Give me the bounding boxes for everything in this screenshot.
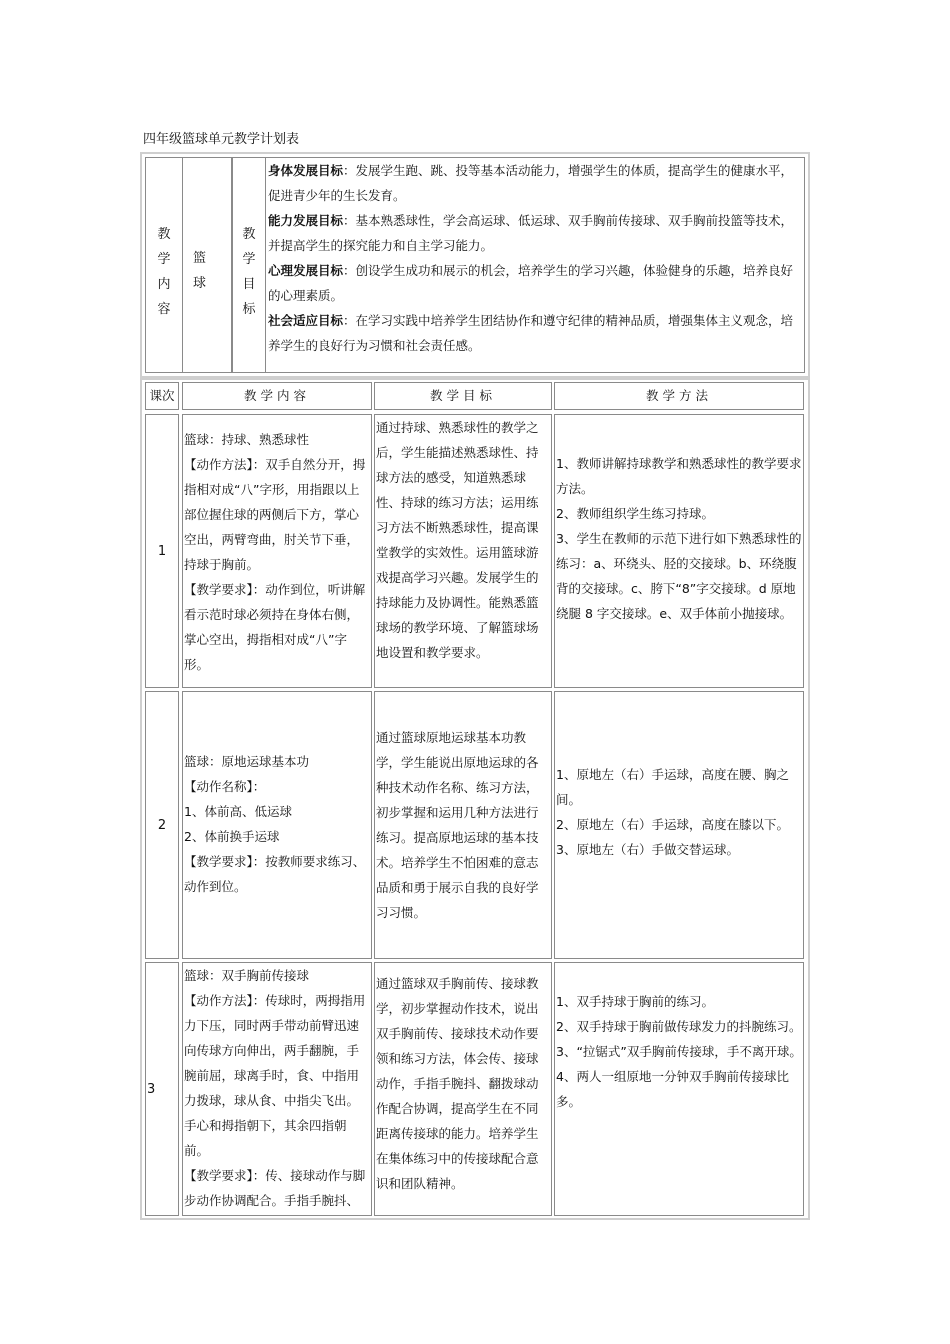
lesson-3-method: 1、双手持球于胸前的练习。 2、双手持球于胸前做传球发力的抖腕练习。 3、“拉锯式”双手胸前传接球，手不离开球。 4、两人一组原地一分钟双手胸前传接球比多。: [554, 962, 804, 1216]
lesson-2-method: 1、原地左（右）手运球，高度在腰、胸之间。 2、原地左（右）手运球，高度在膝以下。 3、原地左（右）手做交替运球。: [554, 691, 804, 959]
header-goal: 教学目标: [374, 382, 552, 410]
goal-physical: 身体发展目标：发展学生跑、跳、投等基本活动能力，增强学生的体质，提高学生的健康水平，促进青少年的生长发育。: [268, 163, 794, 203]
content-label: 教学内容: [157, 227, 171, 317]
lesson-1-number: 1: [145, 414, 179, 688]
content-value-cell: [183, 158, 232, 372]
content-label-cell: [146, 158, 183, 372]
goal-psychology: 心理发展目标：创设学生成功和展示的机会，培养学生的学习兴趣，体验健身的乐趣，培养良好的心理素质。: [268, 263, 794, 303]
lesson-2-number: 2: [145, 691, 179, 959]
goal-label: 教学目标: [242, 227, 256, 317]
header-method: 教学方法: [554, 382, 804, 410]
lesson-2-goal: 通过篮球原地运球基本功教学，学生能说出原地运球的各种技术动作名称、练习方法，初步掌握和运用几种方法进行练习。提高原地运球的基本技术。培养学生不怕困难的意志品质和勇于展示自我的良好学习习惯。: [374, 691, 552, 959]
lesson-1-content: 篮球：持球、熟悉球性 【动作方法】：双手自然分开，拇指相对成“八”字形，用指跟以上部位握住球的两侧后下方，掌心空出，两臂弯曲，肘关节下垂，持球于胸前。 【教学要求】：动作到位，听讲解看示范时球必须持在身体右侧，掌心空出，拇指相对成“八”字形。: [182, 414, 372, 688]
content-value: 篮球: [193, 251, 207, 291]
goal-label-cell: [232, 158, 266, 372]
lesson-3-number: 3: [145, 962, 179, 1216]
header-content: 教学内容: [182, 382, 372, 410]
lesson-1-method: 1、教师讲解持球教学和熟悉球性的教学要求方法。 2、教师组织学生练习持球。 3、学生在教师的示范下进行如下熟悉球性的练习：a、环绕头、胫的交接球。b、环绕腹背的交接球。c、胯下“8”字交接球。d 原地绕腿 8 字交接球。e、双手体前小抛接球。: [554, 414, 804, 688]
objectives-table: [140, 152, 810, 378]
lesson-3-goal: 通过篮球双手胸前传、接球教学，初步掌握动作技术，说出双手胸前传、接球技术动作要领和练习方法，体会传、接球动作，手指手腕抖、翻拨球动作配合协调，提高学生在不同距离传接球的能力。培养学生在集体练习中的传接球配合意识和团队精神。: [374, 962, 552, 1216]
goals-list: [266, 158, 804, 372]
lesson-3-content: 篮球：双手胸前传接球 【动作方法】：传球时，两拇指用力下压，同时两手带动前臂迅速向传球方向伸出，两手翻腕，手腕前屈，球离手时，食、中指用力拨球，球从食、中指尖飞出。手心和拇指朝下，其余四指朝前。 【教学要求】：传、接球动作与脚步动作协调配合。手指手腕抖、: [182, 962, 372, 1216]
header-lesson: 课次: [145, 382, 179, 410]
document-title: 四年级篮球单元教学计划表: [143, 132, 300, 147]
lesson-2-content: 篮球：原地运球基本功 【动作名称】： 1、体前高、低运球 2、体前换手运球 【教学要求】：按教师要求练习、动作到位。: [182, 691, 372, 959]
goal-social: 社会适应目标：在学习实践中培养学生团结协作和遵守纪律的精神品质，增强集体主义观念，培养学生的良好行为习惯和社会责任感。: [268, 313, 794, 353]
lesson-plan-table: [140, 378, 810, 1220]
lesson-1-goal: 通过持球、熟悉球性的教学之后，学生能描述熟悉球性、持球方法的感受，知道熟悉球性、持球的练习方法；运用练习方法不断熟悉球性，提高课堂教学的实效性。运用篮球游戏提高学习兴趣。发展学生的持球能力及协调性。能熟悉篮球场的教学环境、了解篮球场地设置和教学要求。: [374, 414, 552, 688]
goal-ability: 能力发展目标：基本熟悉球性，学会高运球、低运球、双手胸前传接球、双手胸前投篮等技术，并提高学生的探究能力和自主学习能力。: [268, 213, 794, 253]
